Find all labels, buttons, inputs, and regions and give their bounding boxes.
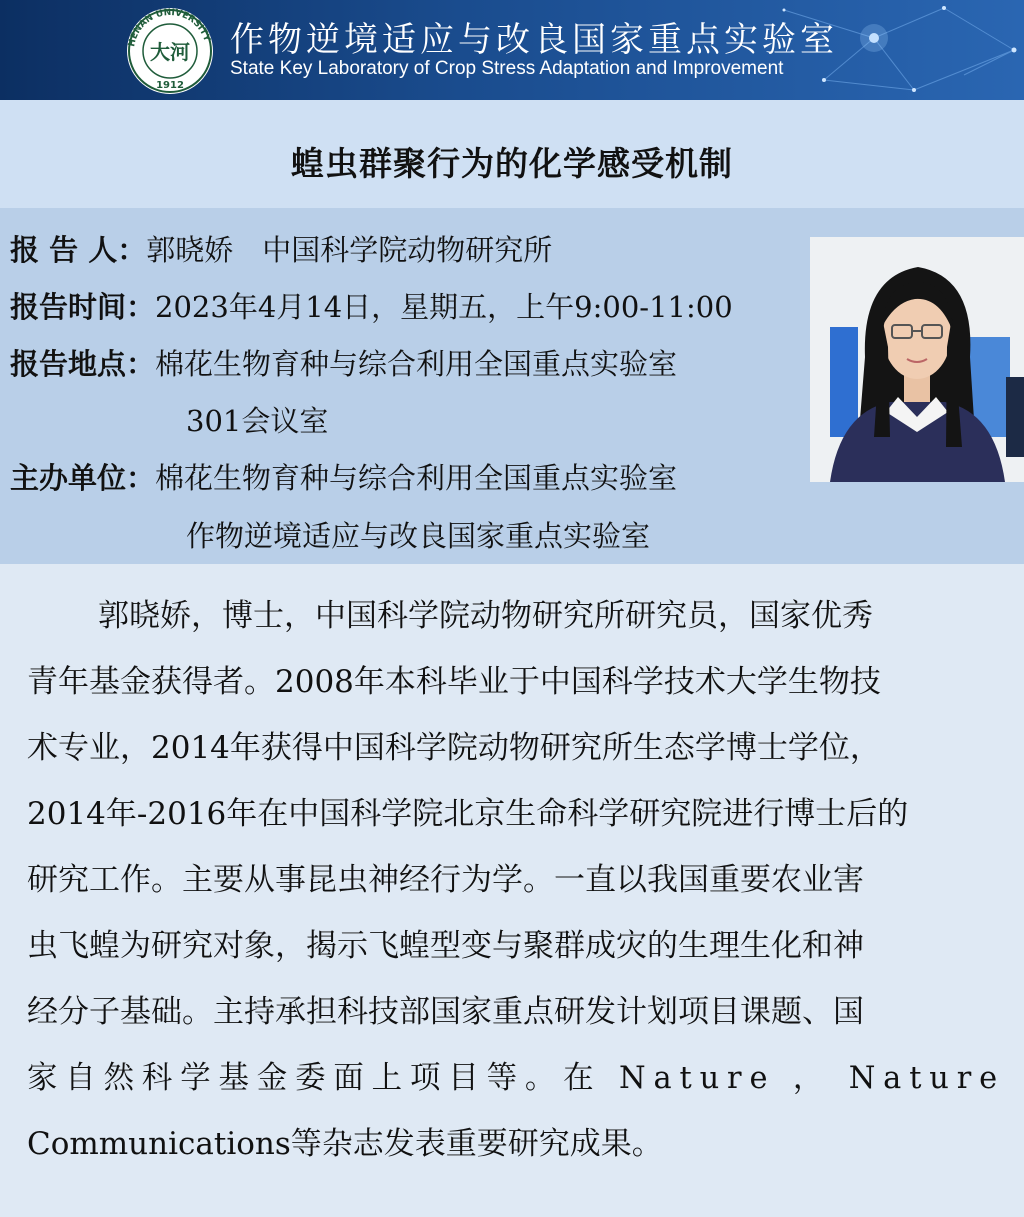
header-banner	[0, 0, 1024, 100]
speaker-label: 报 告 人：	[10, 233, 147, 267]
talk-title: 蝗虫群聚行为的化学感受机制	[291, 144, 733, 183]
place-label: 报告地点：	[10, 347, 156, 381]
time-value: 2023年4月14日，星期五，上午9:00-11:00	[155, 290, 733, 324]
bio-line-1: 郭晓娇，博士，中国科学院动物研究所研究员，国家优秀	[98, 598, 873, 634]
host-value-line1: 棉花生物育种与综合利用全国重点实验室	[155, 461, 678, 495]
logo-center-text: 大河	[150, 40, 190, 64]
speaker-photo	[810, 237, 1024, 482]
time-row	[10, 285, 733, 326]
host-label: 主办单位：	[10, 461, 156, 495]
logo-year: 1912	[156, 80, 184, 91]
time-label: 报告时间：	[10, 290, 156, 324]
bio-line-8: 家自然科学基金委面上项目等。在 Nature ， Nature	[27, 1060, 1006, 1096]
host-row	[10, 456, 677, 497]
bio-line-7: 经分子基础。主持承担科技部国家重点研发计划项目课题、国	[27, 994, 864, 1030]
lab-name-chinese: 作物逆境适应与改良国家重点实验室	[230, 20, 838, 60]
bio-line-9: Communications等杂志发表重要研究成果。	[27, 1126, 663, 1162]
bio-line-5: 研究工作。主要从事昆虫神经行为学。一直以我国重要农业害	[27, 862, 864, 898]
place-row	[10, 342, 677, 383]
place-value-line2: 301会议室	[186, 404, 329, 438]
title-band	[0, 100, 1024, 208]
place-value-line1: 棉花生物育种与综合利用全国重点实验室	[155, 347, 678, 381]
bio-line-6: 虫飞蝗为研究对象，揭示飞蝗型变与聚群成灾的生理生化和神	[27, 928, 864, 964]
bio-line-3: 术专业，2014年获得中国科学院动物研究所生态学博士学位，	[27, 730, 881, 766]
bio-line-4: 2014年-2016年在中国科学院北京生命科学研究院进行博士后的	[27, 796, 909, 832]
lab-name-english: State Key Laboratory of Crop Stress Adaptation and Improvement	[230, 58, 784, 79]
speaker-portrait-icon	[810, 237, 1024, 482]
bio-line-2: 青年基金获得者。2008年本科毕业于中国科学技术大学生物技	[27, 664, 881, 700]
speaker-value: 郭晓娇 中国科学院动物研究所	[146, 233, 553, 267]
speaker-row	[10, 228, 552, 269]
logo-ring-text: HENAN UNIVERSITY	[127, 7, 212, 48]
henan-university-logo-icon	[120, 6, 220, 96]
host-value-line2: 作物逆境适应与改良国家重点实验室	[186, 519, 651, 553]
